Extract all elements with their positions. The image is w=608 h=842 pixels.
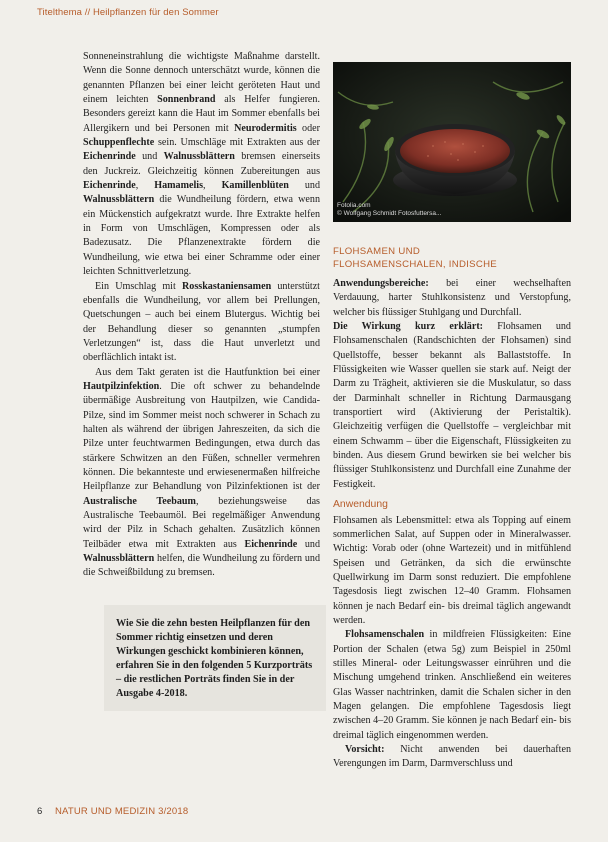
paragraph-bruises: Ein Umschlag mit Rosskastaniensamen unterstützt ebenfalls die Wundheilung, vor allem bei Prellungen, Quetschungen – auch bei einem Blutergus. Wichtig bei der Behandlung dieser so genannten „stumpfen Verletzungen“ ist, dass die Haut unverletzt und oberflächlich intakt ist. (83, 280, 320, 364)
paragraph-sunburn: Sonneneinstrahlung die wichtigste Maßnahme darstellt. Wenn die Sonne dennoch unterschätzt wurde, können die genannten Pflanzen bei einer leicht geröteten Haut und einem leichten Sonnenbrand als Helfer fungieren. Besonders gereizt kann die Haut im Sommer ebenfalls bei Allergikern und bei Personen mit Neurodermitis oder Schuppenflechte sein. Umschläge mit Extrakten aus der Eichenrinde und Walnussblättern bremsen einerseits den Juckreiz. Gleichzeitig können Zubereitungen aus Eichenrinde, Hamamelis, Kamillenblüten und Walnussblättern die Wundheilung fördern, etwa wenn ein Mückenstich aufgekratzt wurde. Ihre Extrakte helfen in Form von Umschlägen, Kompressen oder als Badezusatz. Die Pflanzenextrakte fördern die Wundheilung, wie etwa bei einer Schramme oder einer leichten Schnittverletzung. (83, 51, 321, 278)
paragraph-fungal: Aus dem Takt geraten ist die Hautfunktion bei einer Hautpilzinfektion. Die oft schwer zu behandelnde übermäßige Ausbreitung von Hautpilzen, wie Candida-Pilze, sind im Sommer meist noch schwerer in Schach zu halten als während der übrigen Jahreszeiten, da sich die Pilze unter feuchtwarmen Bedingungen, etwa durch das stärkere Schwitzen an den Füßen, schneller vermehren können. Die bekannteste und erwiesenermaßen hilfreiche Heilpflanze zur Behandlung von Pilzinfektionen ist der Australische Teebaum, beziehungsweise das Australische Teebaumöl. Bei regelmäßiger Anwendung wird der Pilz in Schach gehalten. Zusätzlich können Teilbäder etwa mit Extrakten aus Eichenrinde und Walnussblättern helfen, die Wundheilung zu fördern und die Schweißbildung zu bremsen. (83, 366, 320, 579)
paragraph-applications: Anwendungsbereiche: bei einer wechselhaften Verdauung, harter Stuhlkonsistenz und Verstopfung, welcher bis flüssiger Stuhlgang und Durchfall. (333, 278, 571, 318)
photo-credit: Fotolia.com © Wolfgang Schmidt Fotosfuttersa... (337, 202, 442, 217)
photo-image (333, 62, 571, 222)
paragraph-effect: Die Wirkung kurz erklärt: Flohsamen und Flohsamenschalen (Randschichten der Flohsamen) sind Quellstoffe, besser bekannt als Ballaststoffe. In Flüssigkeiten wie Wasser quellen sie stark auf. Neigt der Darm zu Trägheit, aktivieren sie die Muskulatur, so dass der Darminhalt schneller in Richtung Darmausgang transportiert wird (Aktivierung der Peristaltik). Gleichzeitig verfügen die Quellstoffe – vergleichbar mit einem Schwamm – über die Eigenschaft, Flüssigkeiten zu binden. Aus diesem Grund bewirken sie bei welcher bis flüssiger Stuhlkonsistenz und Durchfall eine Zunahme der Festigkeit. (333, 321, 571, 490)
right-column (333, 246, 571, 772)
paragraph-usage-seeds: Flohsamen als Lebensmittel: etwa als Topping auf einem sommerlichen Salat, auf Suppen oder in Mineralwasser. Wichtig: Vorab oder (ohne Wartezeit) und in mitfühlend Speisen und Getränken, da sich die erwünschte Quellwirkung im Darm sonst reduziert. Die empfohlene Tagesdosis liegt zwischen 12–40 Gramm. Flohsamen können je nach Bedarf ein- bis dreimal täglich angewandt werden. (333, 514, 571, 626)
psyllium-photo (333, 62, 571, 222)
magazine-name: NATUR UND MEDIZIN 3/2018 (54, 806, 189, 817)
page-number: 6 (37, 806, 43, 817)
paragraph-caution: Vorsicht: Nicht anwenden bei dauerhaften Verengungen im Darm, Darmverschluss und (333, 744, 571, 770)
running-head: Titelthema // Heilpflanzen für den Sommer (37, 7, 219, 18)
info-box: Wie Sie die zehn besten Heilpflanzen für den Sommer richtig einsetzen und deren Wirkungen geschickt kombinieren können, erfahren Sie in den folgenden 5 Kurzporträts – die restlichen Porträts finden Sie in der Ausgabe 4-2018. (104, 605, 326, 711)
page-footer (37, 806, 188, 817)
left-column (83, 50, 320, 581)
subheading-usage: Anwendung (333, 499, 388, 511)
paragraph-usage-husks: Flohsamenschalen in mildfreien Flüssigkeiten: Eine Portion der Schalen (etwa 5g) zum Beispiel in 250ml stilles Mineral- oder Leitungswasser einrühren und die Mischung umgehend trinken. Anschließend ein weiteres Glas Wasser nachtrinken, damit die Schalen sicher in den Magen gelangen. Die empfohlene Tagesdosis liegt zwischen 4–20 Gramm. Sie können je nach Bedarf ein- bis dreimal täglich eingenommen werden. (333, 629, 571, 741)
section-heading: FLOHSAMEN UND FLOHSAMENSCHALEN, INDISCHE (333, 246, 497, 270)
